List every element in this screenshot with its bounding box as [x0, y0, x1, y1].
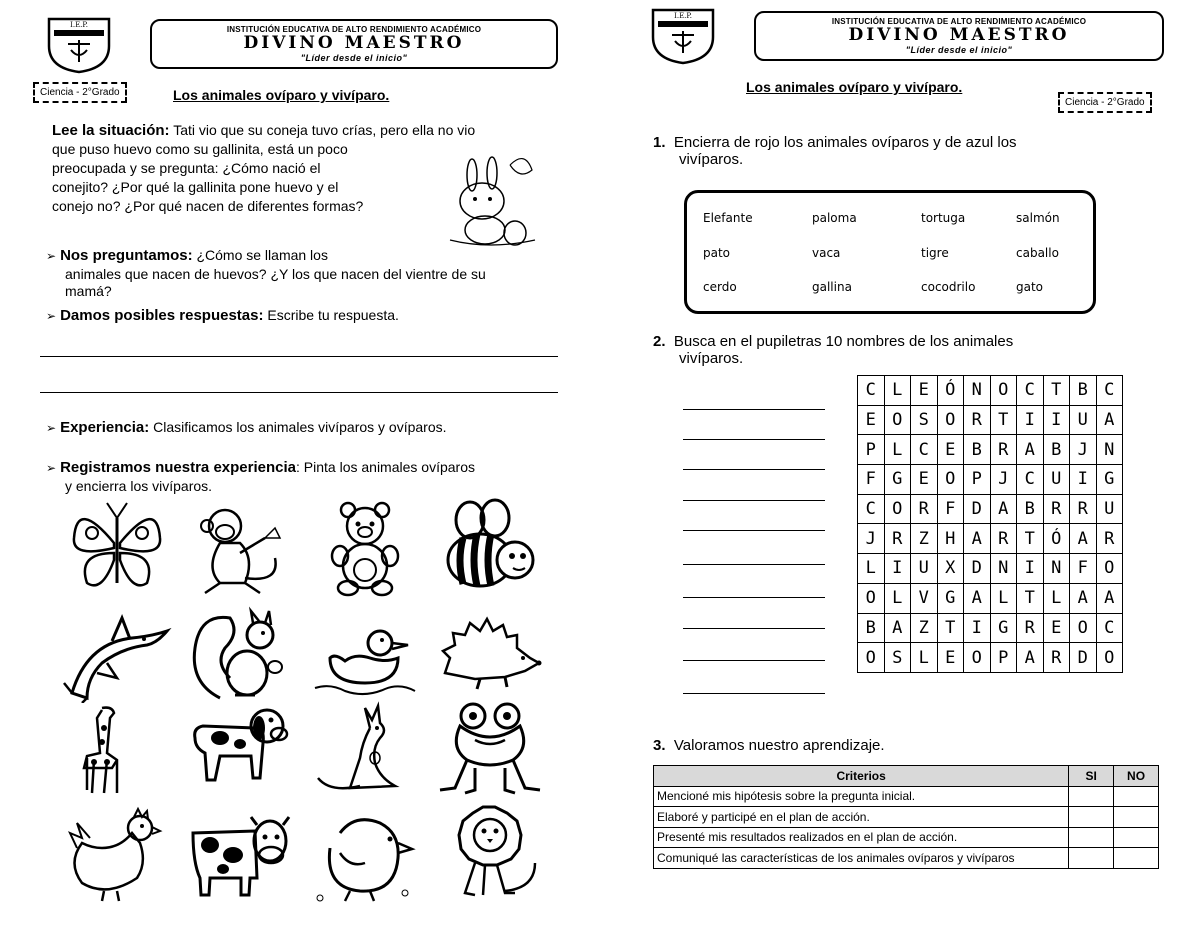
question-3	[653, 736, 1153, 755]
word-search-row	[858, 435, 1123, 465]
answer-line[interactable]	[683, 409, 825, 410]
word-search-cell[interactable]: R	[884, 524, 911, 554]
word-search-cell[interactable]: S	[911, 405, 938, 435]
word-search-cell[interactable]: L	[884, 583, 911, 613]
cow-icon[interactable]	[185, 803, 295, 903]
word-search-cell[interactable]: O	[1096, 643, 1123, 673]
chick-icon[interactable]	[310, 803, 420, 903]
word-item[interactable]: cerdo	[703, 280, 737, 294]
word-search-cell[interactable]: D	[964, 554, 991, 584]
animal-picture-grid	[60, 498, 560, 918]
word-search-cell[interactable]: E	[911, 376, 938, 406]
question-line: mamá?	[65, 283, 112, 299]
arrow-bullet-icon: ➢	[46, 461, 57, 475]
word-search-cell[interactable]: O	[884, 405, 911, 435]
word-search-cell[interactable]: E	[937, 435, 964, 465]
word-search-cell[interactable]: A	[964, 524, 991, 554]
school-crest-icon	[650, 7, 716, 65]
word-search-cell[interactable]: F	[858, 465, 885, 495]
register-section	[46, 458, 586, 495]
word-search-cell[interactable]: H	[937, 524, 964, 554]
word-search-cell[interactable]: Z	[911, 613, 938, 643]
word-search-cell[interactable]: X	[937, 554, 964, 584]
word-search-cell[interactable]: R	[990, 524, 1017, 554]
register-line: y encierra los vivíparos.	[65, 478, 213, 494]
bunny-illustration-icon	[440, 145, 540, 250]
questions-label: Nos preguntamos:	[60, 247, 193, 264]
right-page	[600, 0, 1200, 927]
answers-label: Damos posibles respuestas:	[60, 307, 264, 324]
word-search-grid	[857, 375, 1123, 673]
grade-label: Ciencia - 2°Grado	[33, 82, 127, 103]
word-search-cell[interactable]: L	[884, 376, 911, 406]
word-search-cell[interactable]: B	[964, 435, 991, 465]
si-checkbox[interactable]	[1069, 807, 1114, 828]
word-search-cell[interactable]: J	[858, 524, 885, 554]
answer-line[interactable]	[40, 392, 558, 393]
word-item[interactable]: gato	[1016, 280, 1044, 294]
word-search-cell[interactable]: C	[911, 435, 938, 465]
word-item[interactable]: tortuga	[921, 211, 966, 225]
banner-line1: INSTITUCIÓN EDUCATIVA DE ALTO RENDIMIENTO ACADÉMICO	[226, 25, 482, 34]
word-search-cell[interactable]: L	[858, 554, 885, 584]
word-search-cell[interactable]: B	[1017, 494, 1044, 524]
question-line: ¿Cómo se llaman los	[196, 247, 328, 263]
banner-school-name: DIVINO MAESTRO	[848, 25, 1070, 45]
word-search-cell[interactable]: R	[1043, 643, 1070, 673]
word-search-cell[interactable]: I	[1070, 465, 1097, 495]
word-search-row	[858, 583, 1123, 613]
word-search-cell[interactable]: A	[1070, 524, 1097, 554]
word-search-cell[interactable]: O	[884, 494, 911, 524]
word-search-cell[interactable]: E	[1043, 613, 1070, 643]
criteria-text: Presenté mis resultados realizados en el plan de acción.	[654, 827, 1069, 848]
word-search-cell[interactable]: O	[964, 643, 991, 673]
q1-number: 1.	[653, 134, 666, 151]
word-search-cell[interactable]: C	[1017, 376, 1044, 406]
q1-line: vivíparos.	[679, 151, 744, 168]
word-search-cell[interactable]: T	[937, 613, 964, 643]
word-search-cell[interactable]: Ó	[1043, 524, 1070, 554]
word-search-cell[interactable]: J	[1070, 435, 1097, 465]
situation-line: conejito? ¿Por qué la gallinita pone huevo y el	[52, 179, 339, 195]
si-checkbox[interactable]	[1069, 827, 1114, 848]
word-search-cell[interactable]: F	[1070, 554, 1097, 584]
word-search-cell[interactable]: G	[1096, 465, 1123, 495]
hen-icon[interactable]	[62, 803, 172, 903]
answers-section	[46, 306, 586, 326]
answer-line[interactable]	[683, 469, 825, 470]
word-search-cell[interactable]: B	[1043, 435, 1070, 465]
giraffe-icon[interactable]	[62, 698, 172, 798]
word-item[interactable]: cocodrilo	[921, 280, 976, 294]
teddy-bear-icon[interactable]	[310, 498, 420, 598]
situation-line: Tati vio que su coneja tuvo crías, pero ella no vio	[173, 122, 476, 138]
school-banner	[754, 11, 1164, 61]
word-search-cell[interactable]: O	[937, 465, 964, 495]
situation-line: preocupada y se pregunta: ¿Cómo nació el	[52, 160, 321, 176]
word-search-row	[858, 524, 1123, 554]
q3-number: 3.	[653, 737, 666, 754]
word-search-cell[interactable]: C	[1096, 613, 1123, 643]
word-search-cell[interactable]: A	[1017, 435, 1044, 465]
word-item[interactable]: salmón	[1016, 211, 1060, 225]
word-search-cell[interactable]: U	[911, 554, 938, 584]
answer-line[interactable]	[683, 564, 825, 565]
frog-icon[interactable]	[435, 698, 545, 798]
word-search-cell[interactable]: V	[911, 583, 938, 613]
word-search-cell[interactable]: R	[1017, 613, 1044, 643]
register-label: Registramos nuestra experiencia	[60, 459, 296, 476]
experience-text: Clasificamos los animales vivíparos y ovíparos.	[153, 419, 447, 435]
q1-line: Encierra de rojo los animales ovíparos y de azul los	[673, 134, 1017, 151]
word-search-cell[interactable]: R	[911, 494, 938, 524]
criteria-text: Mencioné mis hipótesis sobre la pregunta inicial.	[654, 786, 1069, 807]
word-search-row	[858, 376, 1123, 406]
word-search-cell[interactable]: U	[1043, 465, 1070, 495]
word-search-cell[interactable]: O	[990, 376, 1017, 406]
si-checkbox[interactable]	[1069, 848, 1114, 869]
word-search-cell[interactable]: R	[1043, 494, 1070, 524]
school-banner	[150, 19, 558, 69]
word-search-cell[interactable]: N	[990, 554, 1017, 584]
si-checkbox[interactable]	[1069, 786, 1114, 807]
no-checkbox[interactable]	[1114, 848, 1159, 869]
word-search-cell[interactable]: U	[1096, 494, 1123, 524]
table-row	[654, 827, 1159, 848]
banner-school-name: DIVINO MAESTRO	[243, 33, 465, 53]
word-search-cell[interactable]: C	[1017, 465, 1044, 495]
word-search-cell[interactable]: T	[990, 405, 1017, 435]
word-search-cell[interactable]: I	[1043, 405, 1070, 435]
word-search-cell[interactable]: Ó	[937, 376, 964, 406]
question-1	[653, 133, 1153, 168]
page-title: Los animales ovíparo y vivíparo.	[746, 79, 963, 95]
word-search-row	[858, 554, 1123, 584]
word-search-cell[interactable]: A	[1070, 583, 1097, 613]
arrow-bullet-icon: ➢	[46, 249, 57, 263]
criteria-table	[653, 765, 1159, 869]
word-search-cell[interactable]: N	[1043, 554, 1070, 584]
word-search-cell[interactable]: R	[1096, 524, 1123, 554]
situation-label: Lee la situación:	[52, 122, 170, 139]
word-search-cell[interactable]: U	[1070, 405, 1097, 435]
squirrel-icon[interactable]	[185, 603, 295, 703]
word-search-cell[interactable]: I	[1017, 554, 1044, 584]
word-search-cell[interactable]: G	[884, 465, 911, 495]
criteria-text: Comuniqué las características de los animales ovíparos y vivíparos	[654, 848, 1069, 869]
word-search-cell[interactable]: B	[1070, 376, 1097, 406]
word-search-cell[interactable]: O	[937, 405, 964, 435]
word-search-cell[interactable]: L	[911, 643, 938, 673]
arrow-bullet-icon: ➢	[46, 309, 57, 323]
word-search-row	[858, 494, 1123, 524]
no-checkbox[interactable]	[1114, 786, 1159, 807]
q3-text: Valoramos nuestro aprendizaje.	[673, 737, 885, 754]
table-row	[654, 807, 1159, 828]
word-search-cell[interactable]: I	[964, 613, 991, 643]
answers-text: Escribe tu respuesta.	[267, 307, 399, 323]
word-search-cell[interactable]: O	[858, 583, 885, 613]
word-search-cell[interactable]: F	[937, 494, 964, 524]
monkey-icon[interactable]	[185, 498, 295, 598]
word-search-cell[interactable]: I	[1017, 405, 1044, 435]
answer-line[interactable]	[683, 500, 825, 501]
q2-line: Busca en el pupiletras 10 nombres de los animales	[673, 333, 1014, 350]
word-search-cell[interactable]: A	[1096, 405, 1123, 435]
logo-text: I.E.P.	[674, 12, 692, 20]
word-search-cell[interactable]: D	[964, 494, 991, 524]
situation-line: conejo no? ¿Por qué nacen de diferentes formas?	[52, 198, 364, 214]
hedgehog-icon[interactable]	[435, 603, 545, 703]
word-item[interactable]: pato	[703, 246, 731, 260]
school-crest-icon	[46, 16, 112, 74]
word-search-cell[interactable]: P	[990, 643, 1017, 673]
word-search-cell[interactable]: S	[884, 643, 911, 673]
answer-line[interactable]	[40, 356, 558, 357]
kangaroo-icon[interactable]	[310, 698, 420, 798]
questions-section	[46, 246, 586, 300]
no-checkbox[interactable]	[1114, 827, 1159, 848]
banner-motto: "Líder desde el inicio"	[905, 45, 1013, 55]
word-search-cell[interactable]: T	[1017, 524, 1044, 554]
word-search-cell[interactable]: A	[990, 494, 1017, 524]
no-checkbox[interactable]	[1114, 807, 1159, 828]
word-search-cell[interactable]: N	[964, 376, 991, 406]
word-search-cell[interactable]: G	[937, 583, 964, 613]
word-search-cell[interactable]: I	[884, 554, 911, 584]
answer-line[interactable]	[683, 628, 825, 629]
experience-section	[46, 418, 586, 438]
question-2	[653, 332, 1153, 367]
word-search-cell[interactable]: B	[858, 613, 885, 643]
answer-line[interactable]	[683, 597, 825, 598]
word-item[interactable]: gallina	[812, 280, 852, 294]
word-search-cell[interactable]: D	[1070, 643, 1097, 673]
si-header: SI	[1069, 766, 1114, 787]
word-search-cell[interactable]: O	[1096, 554, 1123, 584]
word-search-cell[interactable]: J	[990, 465, 1017, 495]
word-search-cell[interactable]: E	[937, 643, 964, 673]
logo-text: I.E.P.	[70, 21, 88, 29]
word-search-cell[interactable]: P	[964, 465, 991, 495]
arrow-bullet-icon: ➢	[46, 421, 57, 435]
situation-line: que puso huevo como su gallinita, está un poco	[52, 141, 348, 157]
bee-icon[interactable]	[435, 498, 545, 598]
word-search-cell[interactable]: A	[964, 583, 991, 613]
word-search-cell[interactable]: R	[964, 405, 991, 435]
word-search-row	[858, 613, 1123, 643]
word-search-cell[interactable]: L	[990, 583, 1017, 613]
word-item[interactable]: caballo	[1016, 246, 1059, 260]
answer-line[interactable]	[683, 693, 825, 694]
word-search-cell[interactable]: L	[884, 435, 911, 465]
table-row	[654, 848, 1159, 869]
lion-icon[interactable]	[435, 803, 545, 903]
word-search-cell[interactable]: P	[858, 435, 885, 465]
word-search-cell[interactable]: Z	[911, 524, 938, 554]
word-search-cell[interactable]: O	[1070, 613, 1097, 643]
dolphin-icon[interactable]	[62, 603, 172, 703]
word-search-row	[858, 405, 1123, 435]
word-search-cell[interactable]: O	[858, 643, 885, 673]
word-item[interactable]: tigre	[921, 246, 949, 260]
criteria-text: Elaboré y participé en el plan de acción.	[654, 807, 1069, 828]
word-search-cell[interactable]: C	[858, 376, 885, 406]
word-search-cell[interactable]: N	[1096, 435, 1123, 465]
word-search-cell[interactable]: C	[1096, 376, 1123, 406]
table-row	[654, 786, 1159, 807]
word-search-row	[858, 643, 1123, 673]
answer-line[interactable]	[683, 530, 825, 531]
word-search-cell[interactable]: R	[990, 435, 1017, 465]
word-item[interactable]: Elefante	[703, 211, 753, 225]
duck-icon[interactable]	[310, 603, 420, 703]
no-header: NO	[1114, 766, 1159, 787]
word-search-cell[interactable]: E	[858, 405, 885, 435]
q2-line: vivíparos.	[679, 350, 744, 367]
word-search-cell[interactable]: A	[884, 613, 911, 643]
grade-label: Ciencia - 2°Grado	[1058, 92, 1152, 113]
butterfly-icon[interactable]	[62, 498, 172, 598]
word-search-cell[interactable]: E	[911, 465, 938, 495]
word-search-cell[interactable]: A	[1017, 643, 1044, 673]
page-title: Los animales ovíparo y vivíparo.	[173, 87, 390, 103]
word-search-cell[interactable]: G	[990, 613, 1017, 643]
word-search-cell[interactable]: T	[1017, 583, 1044, 613]
experience-label: Experiencia:	[60, 419, 150, 436]
dog-icon[interactable]	[185, 698, 295, 798]
word-item[interactable]: vaca	[812, 246, 841, 260]
answer-line[interactable]	[683, 660, 825, 661]
question-line: animales que nacen de huevos? ¿Y los que nacen del vientre de su	[65, 266, 486, 282]
banner-line1: INSTITUCIÓN EDUCATIVA DE ALTO RENDIMIENTO ACADÉMICO	[831, 17, 1087, 26]
answer-line[interactable]	[683, 439, 825, 440]
word-search-cell[interactable]: L	[1043, 583, 1070, 613]
word-search-cell[interactable]: R	[1070, 494, 1097, 524]
criteria-header: Criterios	[654, 766, 1069, 787]
word-search-cell[interactable]: A	[1096, 583, 1123, 613]
word-search-row	[858, 465, 1123, 495]
register-line: : Pinta los animales ovíparos	[296, 459, 475, 475]
word-search-cell[interactable]: T	[1043, 376, 1070, 406]
banner-motto: "Líder desde el inicio"	[300, 53, 408, 63]
word-item[interactable]: paloma	[812, 211, 857, 225]
q2-number: 2.	[653, 333, 666, 350]
word-search-cell[interactable]: C	[858, 494, 885, 524]
